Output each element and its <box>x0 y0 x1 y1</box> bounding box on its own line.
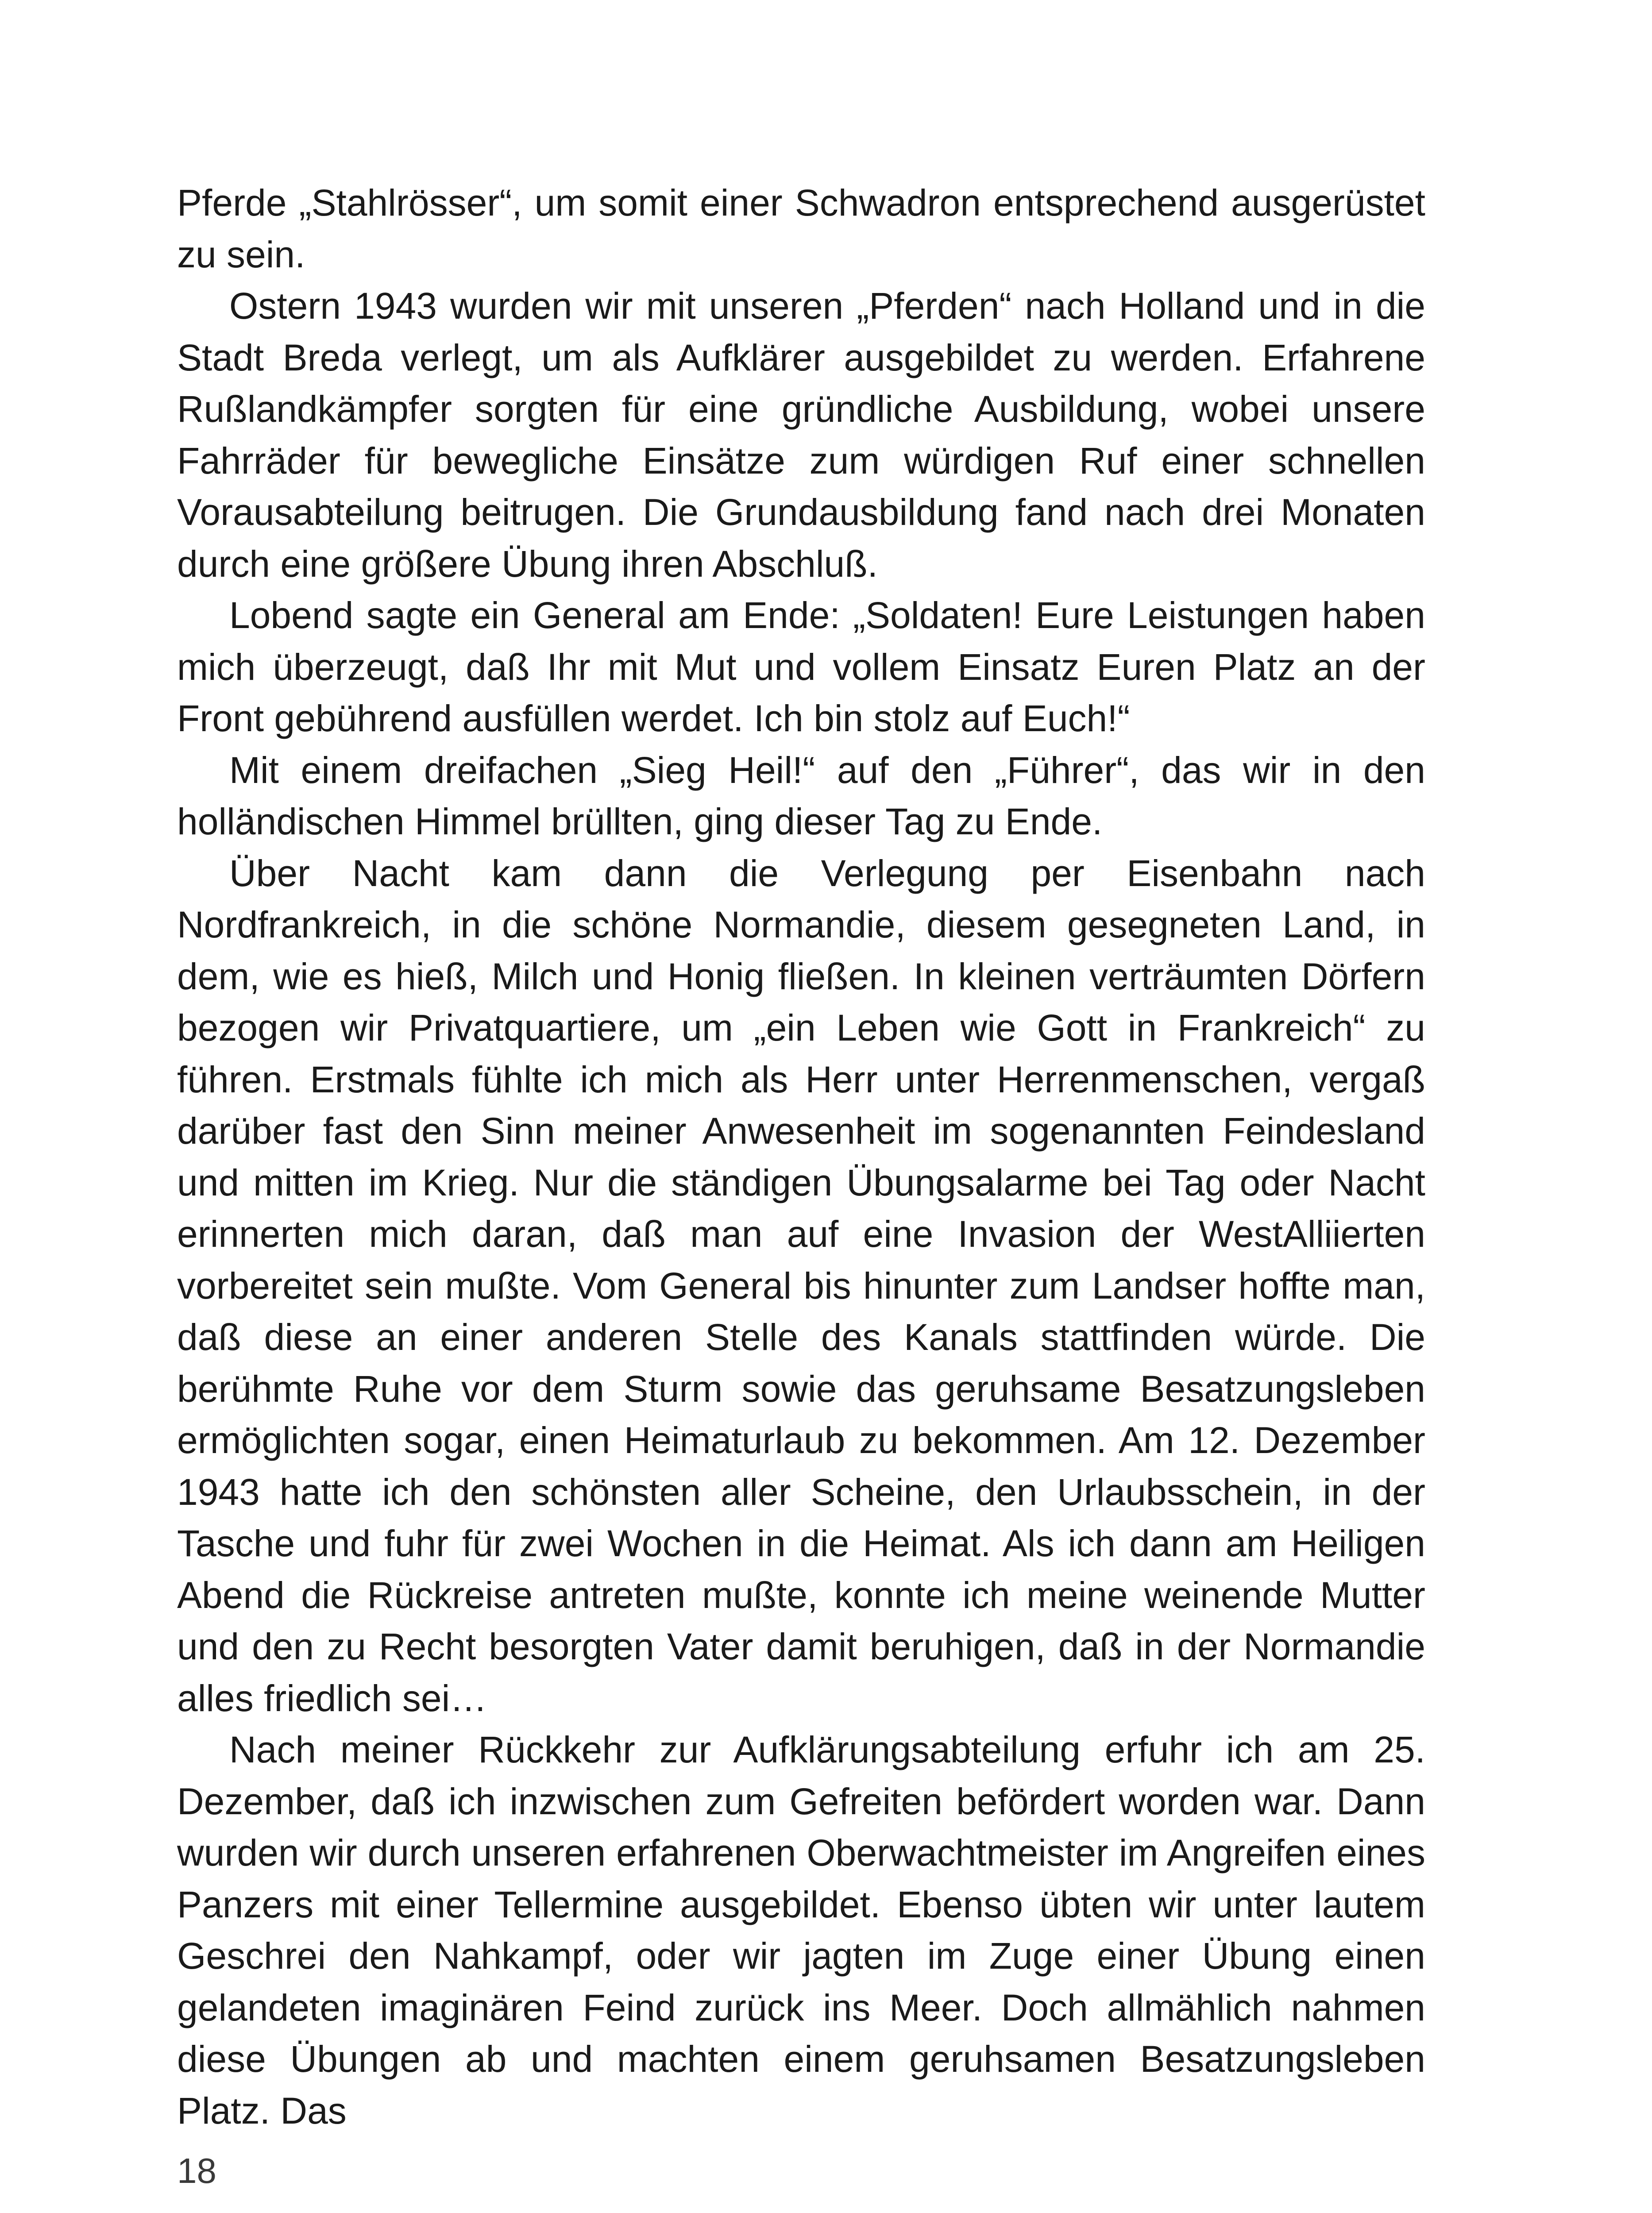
paragraph-1: Pferde „Stahlrösser“, um somit einer Schwadron entsprechend ausgerüstet zu sein. <box>177 182 1425 275</box>
paragraph-6: Nach meiner Rückkehr zur Aufklärungsabteilung erfuhr ich am 25. Dezember, daß ich inzwischen zum Gefreiten befördert worden war. Dann wurden wir durch unseren erfahrenen Oberwachtmeister im Angreifen eines Panzers mit einer Tellermine ausgebildet. Ebenso übten wir unter lautem Geschrei den Nahkampf, oder wir jagten im Zuge einer Übung einen gelandeten imaginären Feind zurück ins Meer. Doch allmählich nahmen diese Übungen ab und machten einem geruhsamen Besatzungsleben Platz. Das <box>177 1729 1425 2132</box>
paragraph-2: Ostern 1943 wurden wir mit unseren „Pferden“ nach Holland und in die Stadt Breda verlegt, um als Aufklärer ausgebildet zu werden. Erfahrene Rußlandkämpfer sorgten für eine gründliche Ausbildung, wobei unsere Fahrräder für bewegliche Einsätze zum würdigen Ruf einer schnellen Vorausabteilung beitrugen. Die Grundausbildung fand nach drei Monaten durch eine größere Übung ihren Abschluß. <box>177 285 1425 585</box>
paragraph-5: Über Nacht kam dann die Verlegung per Eisenbahn nach Nordfrankreich, in die schöne Normandie, diesem gesegneten Land, in dem, wie es hieß, Milch und Honig fließen. In kleinen verträumten Dörfern bezogen wir Privatquartiere, um „ein Leben wie Gott in Frankreich“ zu führen. Erstmals fühlte ich mich als Herr unter Herrenmenschen, vergaß darüber fast den Sinn meiner Anwesenheit im sogenannten Feindesland und mitten im Krieg. Nur die ständigen Übungsalarme bei Tag oder Nacht erinnerten mich daran, daß man auf eine Invasion der WestAlliierten vorbereitet sein mußte. Vom General bis hinunter zum Landser hoffte man, daß diese an einer anderen Stelle des Kanals stattfinden würde. Die berühmte Ruhe vor dem Sturm sowie das geruhsame Besatzungsleben ermöglichten sogar, einen Heimaturlaub zu bekommen. Am 12. Dezember 1943 hatte ich den schönsten aller Scheine, den Urlaubsschein, in der Tasche und fuhr für zwei Wochen in die Heimat. Als ich dann am Heiligen Abend die Rückreise antreten mußte, konnte ich meine weinende Mutter und den zu Recht besorgten Vater damit beruhigen, daß in der Normandie alles friedlich sei… <box>177 852 1425 1719</box>
paragraph-4: Mit einem dreifachen „Sieg Heil!“ auf den „Führer“, das wir in den holländischen Himmel brüllten, ging dieser Tag zu Ende. <box>177 749 1425 842</box>
page-number: 18 <box>177 2151 216 2190</box>
body-text <box>177 177 1425 2136</box>
paragraph-3: Lobend sagte ein General am Ende: „Soldaten! Eure Leistungen haben mich überzeugt, daß Ihr mit Mut und vollem Einsatz Euren Platz an der Front gebührend ausfüllen werdet. Ich bin stolz auf Euch!“ <box>177 594 1425 739</box>
